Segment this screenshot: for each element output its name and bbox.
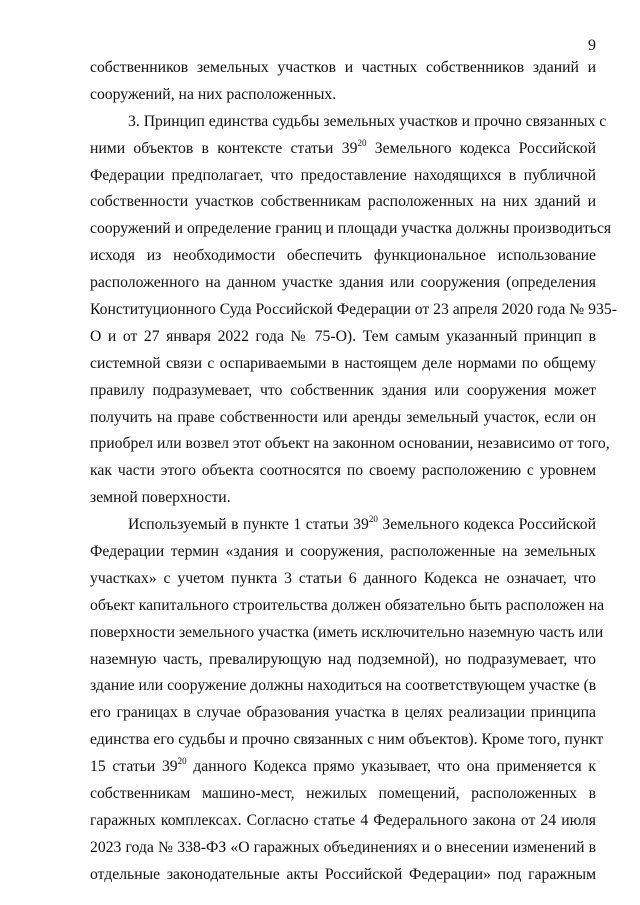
text-line: собственникам машино-мест, нежилых помещений, расположенных в <box>90 785 596 803</box>
superscript: 20 <box>357 137 367 148</box>
text-line: расположенного на данном участке здания или сооружения (определения <box>90 274 596 292</box>
text-line: Федерации предполагает, что предоставление находящихся в публичной <box>90 166 596 184</box>
text-line: участках» с учетом пункта 3 статьи 6 данного Кодекса не означает, что <box>90 569 596 587</box>
text-line: Федерации термин «здания и сооружения, расположенные на земельных <box>90 543 596 561</box>
text-line: единства его судьбы и прочно связанных с ним объектов). Кроме того, пункт <box>90 731 604 749</box>
text-line: как части этого объекта соотносятся по своему расположению с уровнем <box>90 462 596 480</box>
text-line: исходя из необходимости обеспечить функциональное использование <box>90 247 596 265</box>
page-number: 9 <box>588 37 596 54</box>
text-line: сооружений, на них расположенных. <box>90 85 337 103</box>
text-line: наземную часть, превалирующую над подземной), но подразумевает, что <box>90 650 596 668</box>
text-line: здание или сооружение должны находиться на соответствующем участке (в <box>90 677 597 695</box>
text-line: получить на праве собственности или аренды земельный участок, если он <box>90 408 596 426</box>
text-line: собственности участков собственникам расположенных на них зданий и <box>90 193 596 211</box>
text-line: О и от 27 января 2022 года № 75-О). Тем самым указанный принцип в <box>90 327 596 345</box>
text-line: сооружений и определение границ и площади участка должны производиться <box>90 220 612 238</box>
superscript: 20 <box>368 514 378 525</box>
text-line: гаражных комплексах. Согласно статье 4 Федерального закона от 24 июля <box>90 811 596 829</box>
text-line: системной связи с оспариваемыми в настоящем деле нормами по общему <box>90 354 596 372</box>
text-line: собственников земельных участков и частных собственников зданий и <box>90 59 596 76</box>
text-line: его границах в случае образования участка в целях реализации принципа <box>90 704 596 722</box>
paragraph-start-line: 3. Принцип единства судьбы земельных участков и прочно связанных с <box>128 112 607 130</box>
text-line: правилу подразумевает, что собственник здания или сооружения может <box>90 381 596 399</box>
text-line: приобрел или возвел этот объект на законном основании, независимо от того, <box>90 435 610 453</box>
paragraph-start-line: Используемый в пункте 1 статьи $39^{20}$ Земельного кодекса Российской <box>128 514 596 534</box>
text-line: Конституционного Суда Российской Федерации от 23 апреля 2020 года № 935- <box>90 301 617 319</box>
text-line: земной поверхности. <box>90 489 231 507</box>
superscript: 20 <box>177 756 187 767</box>
text-line: отдельные законодательные акты Российской Федерации» под гаражным <box>90 865 596 883</box>
document-body <box>90 55 617 889</box>
text-line: 15 статьи $39^{20}$ данного Кодекса прямо указывает, что она применяется к <box>90 756 596 776</box>
text-line: объект капитального строительства должен обязательно быть расположен на <box>90 596 605 614</box>
text-line: поверхности земельного участка (иметь исключительно наземную часть или <box>90 623 604 641</box>
text-line: 2023 года № 338-ФЗ «О гаражных объединениях и о внесении изменений в <box>90 838 596 856</box>
text-line: ними объектов в контексте статьи $39^{20}$ Земельного кодекса Российской <box>90 137 596 157</box>
